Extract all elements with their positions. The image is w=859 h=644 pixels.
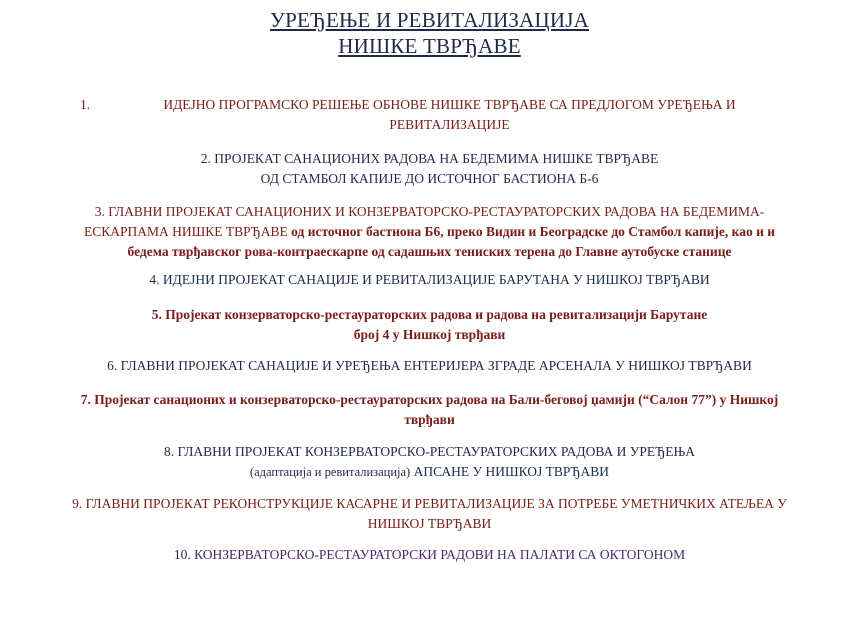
item-2-line-2: ОД СТАМБОЛ КАПИЈЕ ДО ИСТОЧНОГ БАСТИОНА Б-6: [260, 171, 599, 186]
item-10-line-1: КОНЗЕРВАТОРСКО-РЕСТАУРАТОРСКИ РАДОВИ НА ПАЛАТИ СА ОКТОГОНОМ: [194, 547, 686, 562]
list-item-2: [0, 149, 859, 189]
item-1-line-2: РЕВИТАЛИЗАЦИЈЕ: [389, 117, 510, 132]
item-2-line-1: 2. ПРОЈЕКАТ САНАЦИОНИХ РАДОВА НА БЕДЕМИМА НИШКЕ ТВРЂАВЕ: [200, 151, 659, 166]
item-3-line-1: 3. ГЛАВНИ ПРОЈЕКАТ САНАЦИОНИХ И КОНЗЕРВАТОРСКО-РЕСТАУРАТОРСКИХ РАДОВА НА БЕДЕМИМА-: [94, 204, 765, 219]
list-item-3: [0, 202, 859, 262]
item-5-line-2: број 4 у Нишкој тврђави: [353, 327, 506, 342]
title-line-1: УРЕЂЕЊЕ И РЕВИТАЛИЗАЦИЈА: [270, 8, 589, 32]
list-item-9: [0, 494, 859, 534]
item-6-line-1: 6. ГЛАВНИ ПРОЈЕКАТ САНАЦИЈЕ И УРЕЂЕЊА ЕНТЕРИЈЕРА ЗГРАДЕ АРСЕНАЛА У НИШКОЈ ТВРЂАВИ: [107, 358, 752, 373]
item-4-line-1: 4. ИДЕЈНИ ПРОЈЕКАТ САНАЦИЈЕ И РЕВИТАЛИЗАЦИЈЕ БАРУТАНА У НИШКОЈ ТВРЂАВИ: [149, 272, 710, 287]
item-8-line-1: 8. ГЛАВНИ ПРОЈЕКАТ КОНЗЕРВАТОРСКО-РЕСТАУРАТОРСКИХ РАДОВА И УРЕЂЕЊА: [163, 444, 696, 459]
item-8-line-2b: АПСАНЕ У НИШКОЈ ТВРЂАВИ: [410, 464, 610, 479]
item-3-line-3: бедема тврђавског рова-контраескарпе од садашњих тениских терена до Главне аутобуске станице: [127, 244, 732, 259]
item-5-line-1: 5. Пројекат конзерваторско-рестаураторских радова и радова на ревитализацији Барутане: [151, 307, 708, 322]
list-item-5: [0, 305, 859, 345]
item-9-line-2: НИШКОЈ ТВРЂАВИ: [367, 516, 492, 531]
item-7-line-2: тврђави: [404, 412, 455, 427]
item-8-line-2a: (адаптација и ревитализација): [249, 465, 411, 479]
item-3-line-2a: ЕСКАРПАМА НИШКЕ ТВРЂАВЕ: [83, 224, 288, 239]
item-1-number: 1.: [80, 97, 91, 112]
list-item-8: [0, 442, 859, 482]
list-item-7: [0, 390, 859, 430]
item-1-line-1: ИДЕЈНО ПРОГРАМСКО РЕШЕЊЕ ОБНОВЕ НИШКЕ ТВРЂАВЕ СА ПРЕДЛОГОМ УРЕЂЕЊА И: [163, 97, 736, 112]
item-7-line-1: 7. Пројекат санационих и конзерваторско-рестаураторских радова на Бали-беговој џамији (“Салон 77”) у Нишкој: [80, 392, 779, 407]
list-item-1: [0, 95, 859, 135]
list-item-10: [0, 545, 859, 565]
title-line-2: НИШКЕ ТВРЂАВЕ: [338, 34, 521, 58]
list-item-4: [0, 270, 859, 290]
list-item-6: [0, 356, 859, 376]
item-3-line-2b: од источног бастиона Б6, преко Видин и Београдске до Стамбол капије, као и и: [287, 224, 776, 239]
item-10-number: 10.: [173, 547, 191, 562]
item-9-line-1: 9. ГЛАВНИ ПРОЈЕКАТ РЕКОНСТРУКЦИЈЕ КАСАРНЕ И РЕВИТАЛИЗАЦИЈЕ ЗА ПОТРЕБЕ УМЕТНИЧКИХ АТЕЉЕА У: [72, 496, 787, 511]
